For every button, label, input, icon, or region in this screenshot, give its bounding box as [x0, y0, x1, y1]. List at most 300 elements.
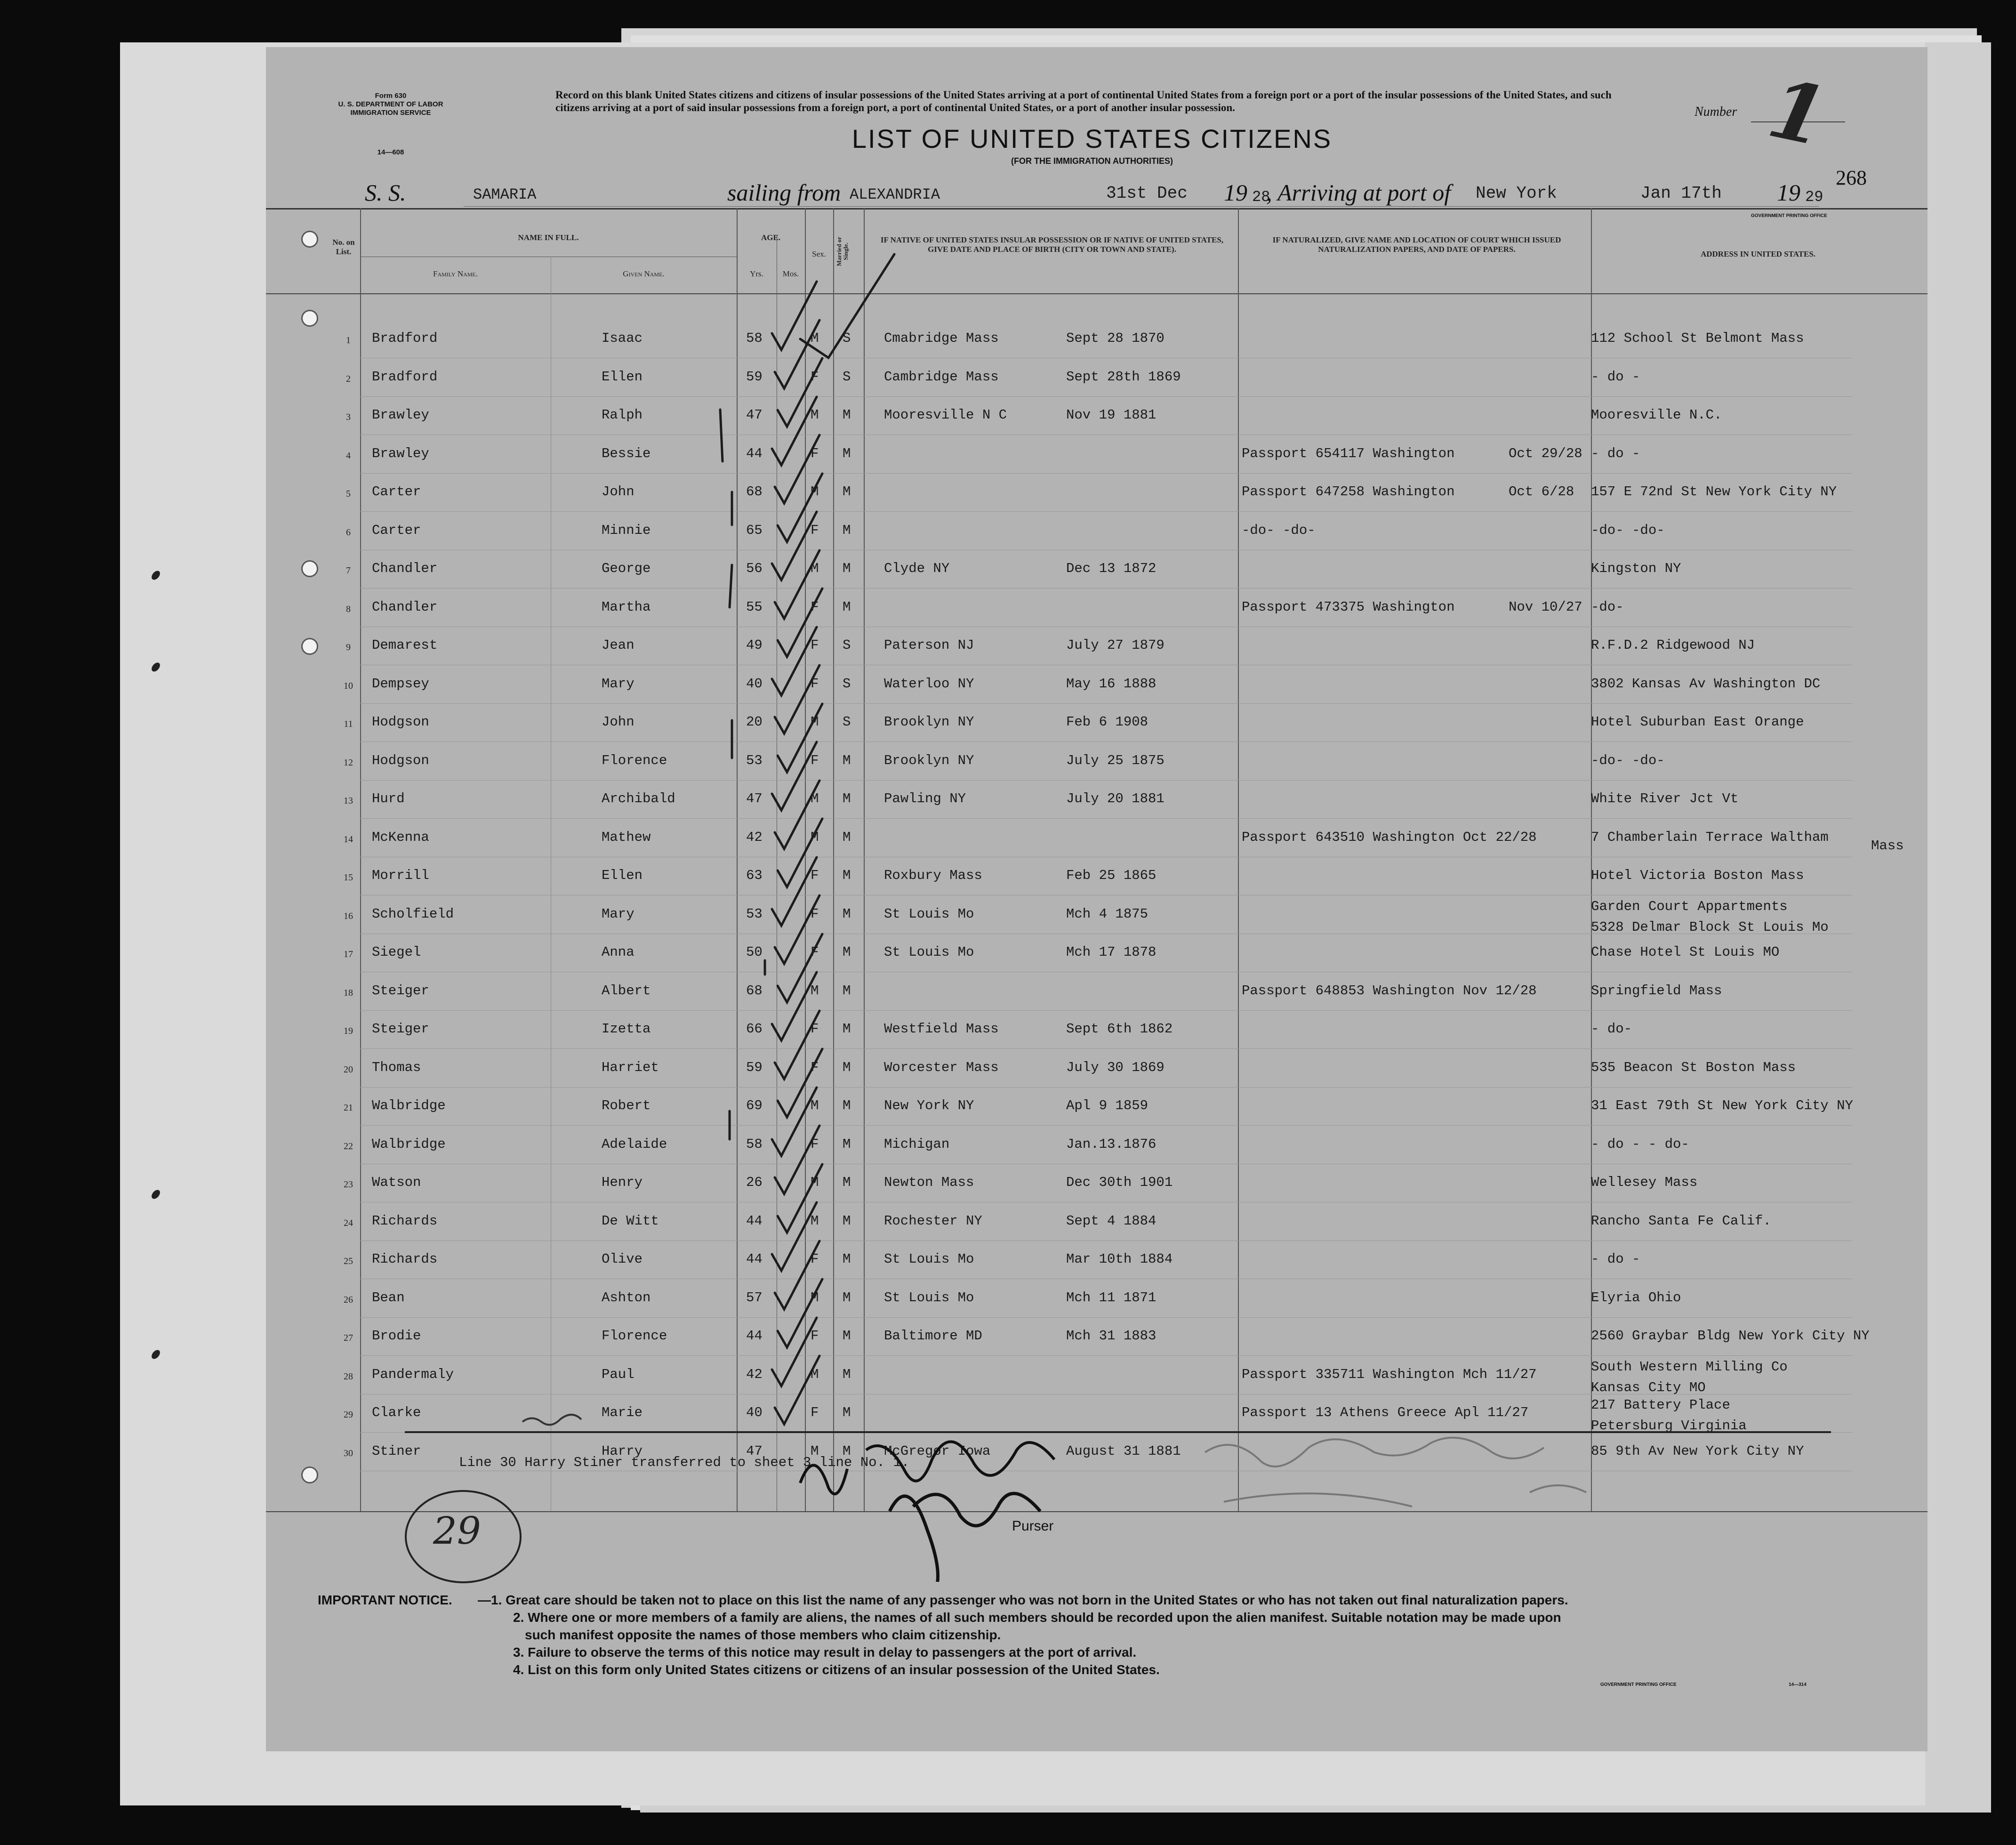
- page-subtitle: (FOR THE IMMIGRATION AUTHORITIES): [1011, 156, 1173, 166]
- tick-mark: [778, 588, 822, 657]
- sex: F: [811, 868, 819, 883]
- row-number: 14: [344, 834, 353, 845]
- birth-place: Baltimore MD: [884, 1328, 982, 1344]
- family-name: Hurd: [372, 791, 405, 806]
- birth-place: Rochester NY: [884, 1213, 982, 1229]
- given-name: Olive: [602, 1251, 643, 1267]
- printing-office-top: GOVERNMENT PRINTING OFFICE: [1751, 213, 1827, 218]
- birth-place: McGregor Iowa: [884, 1443, 991, 1459]
- sex: M: [811, 1290, 819, 1305]
- row-number: 15: [344, 872, 353, 883]
- sex: M: [811, 330, 819, 346]
- birth-date: Mch 17 1878: [1066, 944, 1157, 960]
- family-name: Carter: [372, 523, 421, 538]
- sex: M: [811, 1213, 819, 1229]
- marital-status: S: [843, 676, 851, 692]
- given-name: De Witt: [602, 1213, 659, 1229]
- family-name: Pandermaly: [372, 1367, 454, 1382]
- address: -do- -do-: [1591, 523, 1665, 538]
- birth-place: Waterloo NY: [884, 676, 974, 692]
- col-header-given: Given Name.: [623, 269, 665, 278]
- birth-place: Newton Mass: [884, 1175, 974, 1190]
- address: 217 Battery Place: [1591, 1397, 1730, 1413]
- family-name: Brawley: [372, 446, 429, 461]
- col-header-name: NAME IN FULL.: [518, 233, 579, 242]
- family-name: Clarke: [372, 1405, 421, 1420]
- tick-marks: [772, 254, 894, 1424]
- age-years: 44: [746, 1328, 763, 1344]
- birth-date: July 20 1881: [1066, 791, 1165, 806]
- naturalization-papers: Passport 648853 Washington Nov 12/28: [1242, 983, 1537, 999]
- age-years: 59: [746, 369, 763, 385]
- sex: M: [811, 484, 819, 500]
- family-name: Hodgson: [372, 714, 429, 730]
- age-years: 55: [746, 599, 763, 615]
- marital-status: M: [843, 1060, 851, 1075]
- family-name: Bradford: [372, 369, 438, 385]
- col-header-no: No. on List.: [332, 238, 355, 256]
- marital-status: M: [843, 599, 851, 615]
- birth-date: Sept 6th 1862: [1066, 1021, 1173, 1037]
- family-name: Chandler: [372, 599, 438, 615]
- naturalization-papers: Passport 647258 Washington: [1242, 484, 1455, 500]
- family-name: Bean: [372, 1290, 405, 1305]
- marital-status: S: [843, 330, 851, 346]
- address: - do - - do-: [1591, 1136, 1689, 1152]
- year-prefix: 19: [1224, 179, 1247, 206]
- sex: M: [811, 791, 819, 806]
- row-number: 21: [344, 1103, 353, 1113]
- row-number: 27: [344, 1333, 353, 1343]
- given-name: Florence: [602, 753, 667, 768]
- given-name: Harriet: [602, 1060, 659, 1075]
- marital-status: S: [843, 637, 851, 653]
- address: 535 Beacon St Boston Mass: [1591, 1060, 1796, 1075]
- sailing-from-label: sailing from: [727, 179, 841, 206]
- given-name: Mathew: [602, 830, 651, 845]
- address: Mooresville N.C.: [1591, 407, 1722, 423]
- tick-mark: [778, 474, 822, 542]
- age-years: 49: [746, 637, 763, 653]
- age-years: 66: [746, 1021, 763, 1037]
- transfer-note: Line 30 Harry Stiner transferred to sheet 3 line No. 1.: [459, 1455, 910, 1470]
- row-number: 25: [344, 1256, 353, 1266]
- given-name: Marie: [602, 1405, 643, 1420]
- department: U. S. DEPARTMENT OF LABOR: [338, 100, 443, 108]
- notice-item-2: 2. Where one or more members of a family are aliens, the names of all such members should be recorded upon the alien manifest. Suitable notation may be made upon: [513, 1610, 1561, 1625]
- col-header-naturalized: IF NATURALIZED, GIVE NAME AND LOCATION OF COURT WHICH ISSUED NATURALIZATION PAPERS, AND DATE OF PAPERS.: [1272, 235, 1561, 254]
- tick-mark: [778, 704, 822, 772]
- family-name: Demarest: [372, 637, 438, 653]
- marital-status: M: [843, 944, 851, 960]
- birth-place: Westfield Mass: [884, 1021, 999, 1037]
- marital-status: M: [843, 1367, 851, 1382]
- marital-status: M: [843, 1251, 851, 1267]
- marital-status: M: [843, 523, 851, 538]
- marital-status: M: [843, 791, 851, 806]
- sex: M: [811, 561, 819, 576]
- birth-place: Cmabridge Mass: [884, 330, 999, 346]
- col-header-mos: Mos.: [782, 269, 799, 278]
- row-number: 8: [346, 604, 351, 614]
- age-years: 44: [746, 446, 763, 461]
- row-number: 12: [344, 757, 353, 768]
- sex: F: [811, 1021, 819, 1037]
- marital-status: M: [843, 906, 851, 922]
- row-number: 19: [344, 1026, 353, 1036]
- address: South Western Milling Co: [1591, 1359, 1788, 1375]
- naturalization-papers: -do- -do-: [1242, 523, 1316, 538]
- tick-mark: [778, 1164, 822, 1233]
- family-name: Chandler: [372, 561, 438, 576]
- birth-date: Sept 4 1884: [1066, 1213, 1157, 1229]
- address: Chase Hotel St Louis MO: [1591, 944, 1780, 960]
- tally-marks: [720, 410, 765, 1139]
- age-years: 40: [746, 676, 763, 692]
- form-code: 14—608: [377, 148, 404, 156]
- page-title: LIST OF UNITED STATES CITIZENS: [851, 124, 1333, 153]
- birth-place: St Louis Mo: [884, 1251, 974, 1267]
- tick-mark: [778, 1049, 822, 1117]
- age-years: 42: [746, 1367, 763, 1382]
- birth-place: Paterson NJ: [884, 637, 974, 653]
- family-name: Watson: [372, 1175, 421, 1190]
- marital-status: M: [843, 1290, 851, 1305]
- sex: F: [811, 637, 819, 653]
- birth-date: Mar 10th 1884: [1066, 1251, 1173, 1267]
- notice-item-2-cont: such manifest opposite the names of those members who claim citizenship.: [525, 1627, 1001, 1642]
- arriving-label: , Arriving at port of: [1266, 179, 1451, 206]
- given-name: Ellen: [602, 369, 643, 385]
- naturalization-date: Oct 29/28: [1509, 446, 1582, 461]
- address: 85 9th Av New York City NY: [1591, 1443, 1804, 1459]
- family-name: Dempsey: [372, 676, 429, 692]
- address: 112 School St Belmont Mass: [1591, 330, 1804, 346]
- family-name: Thomas: [372, 1060, 421, 1075]
- marital-status: M: [843, 868, 851, 883]
- address: Garden Court Appartments: [1591, 899, 1788, 914]
- given-name: Henry: [602, 1175, 643, 1190]
- marital-status: M: [843, 1213, 851, 1229]
- tick-mark: [778, 1279, 822, 1347]
- birth-date: Nov 19 1881: [1066, 407, 1157, 423]
- age-years: 58: [746, 330, 763, 346]
- age-years: 47: [746, 407, 763, 423]
- address-line-2: 5328 Delmar Block St Louis Mo: [1591, 919, 1829, 935]
- given-name: George: [602, 561, 651, 576]
- age-years: 26: [746, 1175, 763, 1190]
- row-number: 17: [344, 949, 353, 959]
- birth-place: Worcester Mass: [884, 1060, 999, 1075]
- sex: F: [811, 1251, 819, 1267]
- given-name: Paul: [602, 1367, 635, 1382]
- address: - do-: [1591, 1021, 1632, 1037]
- col-header-age: AGE.: [761, 233, 781, 242]
- age-years: 53: [746, 906, 763, 922]
- departure-date: 31st Dec: [1106, 184, 1188, 203]
- family-name: Stiner: [372, 1443, 421, 1459]
- naturalization-papers: Passport 643510 Washington Oct 22/28: [1242, 830, 1537, 845]
- birth-date: July 27 1879: [1066, 637, 1165, 653]
- family-name: Scholfield: [372, 906, 454, 922]
- port-from: ALEXANDRIA: [850, 186, 940, 203]
- row-number: 5: [346, 489, 351, 499]
- age-years: 65: [746, 523, 763, 538]
- age-years: 20: [746, 714, 763, 730]
- address-line-2: Mass: [1871, 838, 1904, 854]
- row-number: 24: [344, 1218, 353, 1228]
- address: Rancho Santa Fe Calif.: [1591, 1213, 1771, 1229]
- naturalization-date: Nov 10/27: [1509, 599, 1582, 615]
- sex: M: [811, 830, 819, 845]
- address: - do -: [1591, 446, 1640, 461]
- age-years: 59: [746, 1060, 763, 1075]
- sex: F: [811, 599, 819, 615]
- tick-mark: [800, 254, 894, 358]
- given-name: Ellen: [602, 868, 643, 883]
- sex: F: [811, 906, 819, 922]
- row-number: 10: [344, 681, 353, 691]
- sex: M: [811, 1367, 819, 1382]
- row-number: 16: [344, 911, 353, 921]
- address: Wellesey Mass: [1591, 1175, 1698, 1190]
- address: - do -: [1591, 369, 1640, 385]
- sex: F: [811, 446, 819, 461]
- sex: M: [811, 1175, 819, 1190]
- birth-date: July 25 1875: [1066, 753, 1165, 768]
- age-years: 63: [746, 868, 763, 883]
- age-years: 57: [746, 1290, 763, 1305]
- printing-office-bottom: GOVERNMENT PRINTING OFFICE: [1600, 1682, 1677, 1687]
- purser-signature: [791, 1412, 1073, 1582]
- arrival-year: 29: [1805, 188, 1823, 206]
- birth-date: August 31 1881: [1066, 1443, 1181, 1459]
- naturalization-papers: Passport 654117 Washington: [1242, 446, 1455, 461]
- col-header-yrs: Yrs.: [750, 269, 763, 278]
- birth-date: Feb 25 1865: [1066, 868, 1157, 883]
- page-number: 268: [1836, 166, 1867, 189]
- birth-place: St Louis Mo: [884, 1290, 974, 1305]
- naturalization-papers: Passport 473375 Washington: [1242, 599, 1455, 615]
- row-number: 7: [346, 565, 351, 576]
- tick-mark: [778, 358, 822, 427]
- birth-place: Brooklyn NY: [884, 753, 974, 768]
- address: 157 E 72nd St New York City NY: [1591, 484, 1837, 500]
- age-years: 50: [746, 944, 763, 960]
- marital-status: M: [843, 753, 851, 768]
- family-name: Richards: [372, 1213, 438, 1229]
- birth-place: Cambridge Mass: [884, 369, 999, 385]
- marital-status: S: [843, 714, 851, 730]
- row-number: 29: [344, 1410, 353, 1420]
- address: Elyria Ohio: [1591, 1290, 1681, 1305]
- sex: F: [811, 1136, 819, 1152]
- row-number: 3: [346, 412, 351, 422]
- birth-place: Brooklyn NY: [884, 714, 974, 730]
- birth-place: Mooresville N C: [884, 407, 1007, 423]
- age-years: 68: [746, 484, 763, 500]
- family-name: McKenna: [372, 830, 429, 845]
- age-years: 47: [746, 791, 763, 806]
- given-name: Archibald: [602, 791, 675, 806]
- given-name: Adelaide: [602, 1136, 667, 1152]
- row-number: 20: [344, 1064, 353, 1075]
- age-years: 58: [746, 1136, 763, 1152]
- family-name: Brawley: [372, 407, 429, 423]
- birth-date: Apl 9 1859: [1066, 1098, 1149, 1113]
- given-name: Isaac: [602, 330, 643, 346]
- row-number: 13: [344, 796, 353, 806]
- arrival-port: New York: [1476, 184, 1557, 203]
- birth-place: Clyde NY: [884, 561, 950, 576]
- row-number: 6: [346, 527, 351, 538]
- departure-year: 28: [1252, 188, 1270, 206]
- birth-date: May 16 1888: [1066, 676, 1157, 692]
- notice-item-3: 3. Failure to observe the terms of this notice may result in delay to passengers at the port of arrival.: [513, 1645, 1137, 1660]
- marital-status: M: [843, 484, 851, 500]
- given-name: Minnie: [602, 523, 651, 538]
- family-name: Richards: [372, 1251, 438, 1267]
- address: R.F.D.2 Ridgewood NJ: [1591, 637, 1755, 653]
- given-name: John: [602, 714, 635, 730]
- circled-number: 29: [433, 1509, 481, 1553]
- given-name: Bessie: [602, 446, 651, 461]
- marital-status: M: [843, 1405, 851, 1420]
- sex: F: [811, 944, 819, 960]
- family-name: Hodgson: [372, 753, 429, 768]
- marital-status: M: [843, 983, 851, 999]
- address-line-2: Kansas City MO: [1591, 1380, 1706, 1395]
- marital-status: M: [843, 1098, 851, 1113]
- birth-place: Michigan: [884, 1136, 950, 1152]
- age-years: 44: [746, 1213, 763, 1229]
- given-name: Florence: [602, 1328, 667, 1344]
- row-number: 4: [346, 451, 351, 461]
- birth-place: New York NY: [884, 1098, 974, 1113]
- sex: F: [811, 523, 819, 538]
- row-number: 30: [344, 1448, 353, 1458]
- given-name: Martha: [602, 599, 651, 615]
- number-label: Number: [1695, 105, 1737, 119]
- address: 7 Chamberlain Terrace Waltham: [1591, 830, 1829, 845]
- given-name: Mary: [602, 676, 635, 692]
- marital-status: S: [843, 369, 851, 385]
- birth-date: Mch 4 1875: [1066, 906, 1149, 922]
- given-name: John: [602, 484, 635, 500]
- birth-date: Sept 28 1870: [1066, 330, 1165, 346]
- naturalization-papers: Passport 335711 Washington Mch 11/27: [1242, 1367, 1537, 1382]
- given-name: Albert: [602, 983, 651, 999]
- family-name: Steiger: [372, 1021, 429, 1037]
- year-prefix: 19: [1777, 179, 1800, 206]
- sex: M: [811, 983, 819, 999]
- sex: M: [811, 407, 819, 423]
- ss-label: S. S.: [365, 179, 406, 206]
- birth-date: Dec 30th 1901: [1066, 1175, 1173, 1190]
- address: 31 East 79th St New York City NY: [1591, 1098, 1853, 1113]
- sex: F: [811, 1060, 819, 1075]
- row-number: 11: [344, 719, 353, 729]
- tick-mark: [778, 819, 822, 887]
- marital-status: M: [843, 1021, 851, 1037]
- birth-date: Sept 28th 1869: [1066, 369, 1181, 385]
- birth-date: Feb 6 1908: [1066, 714, 1149, 730]
- family-name: Walbridge: [372, 1136, 446, 1152]
- service: IMMIGRATION SERVICE: [350, 109, 431, 117]
- naturalization-date: Oct 6/28: [1509, 484, 1574, 500]
- given-name: Mary: [602, 906, 635, 922]
- family-name: Bradford: [372, 330, 438, 346]
- sex: F: [811, 1405, 819, 1420]
- address: Kingston NY: [1591, 561, 1681, 576]
- age-years: 42: [746, 830, 763, 845]
- given-name: Ashton: [602, 1290, 651, 1305]
- birth-date: Mch 31 1883: [1066, 1328, 1157, 1344]
- marital-status: M: [843, 830, 851, 845]
- col-header-address: ADDRESS IN UNITED STATES.: [1700, 250, 1816, 258]
- family-name: Carter: [372, 484, 421, 500]
- form-instructions: Record on this blank United States citizens and citizens of insular possessions of the United States arriving at a port of continental United States from a foreign port or a port of the insular possessions of the United States, and such citizens arriving at a port of said insular possessions from a foreign port, a port of continental United States, or a port of another insular possession.: [555, 89, 1612, 113]
- marital-status: M: [843, 1175, 851, 1190]
- marital-status: M: [843, 1136, 851, 1152]
- notice-item-4: 4. List on this form only United States citizens or citizens of an insular possession of the United States.: [513, 1662, 1160, 1677]
- birth-date: Dec 13 1872: [1066, 561, 1157, 576]
- notice-item-1: —1. Great care should be taken not to place on this list the name of any passenger who was not born in the United States or who has not taken out final naturalization papers.: [478, 1593, 1568, 1607]
- age-years: 53: [746, 753, 763, 768]
- family-name: Walbridge: [372, 1098, 446, 1113]
- row-number: 23: [344, 1179, 353, 1190]
- given-name: Ralph: [602, 407, 643, 423]
- birth-place: Roxbury Mass: [884, 868, 982, 883]
- age-years: 40: [746, 1405, 763, 1420]
- family-name: Steiger: [372, 983, 429, 999]
- birth-date: Mch 11 1871: [1066, 1290, 1157, 1305]
- given-name: Harry: [602, 1443, 643, 1459]
- row-number: 1: [346, 335, 351, 346]
- bottom-form-code: 14—314: [1789, 1682, 1807, 1687]
- arrival-date: Jan 17th: [1640, 184, 1722, 203]
- col-header-family: Family Name.: [433, 269, 478, 278]
- given-name: Anna: [602, 944, 635, 960]
- family-name: Siegel: [372, 944, 421, 960]
- address: 2560 Graybar Bldg New York City NY: [1591, 1328, 1870, 1344]
- marital-status: M: [843, 561, 851, 576]
- address: 3802 Kansas Av Washington DC: [1591, 676, 1821, 692]
- birth-date: Jan.13.1876: [1066, 1136, 1157, 1152]
- tick-mark: [778, 934, 822, 1002]
- row-number: 18: [344, 988, 353, 998]
- sex: F: [811, 753, 819, 768]
- birth-date: July 30 1869: [1066, 1060, 1165, 1075]
- handwritten-inspector-note: [1205, 1438, 1586, 1507]
- birth-place: Pawling NY: [884, 791, 966, 806]
- marital-status: M: [843, 1328, 851, 1344]
- form-number: Form 630: [375, 92, 407, 100]
- family-name: Morrill: [372, 868, 429, 883]
- address: -do- -do-: [1591, 753, 1665, 768]
- col-header-birth: IF NATIVE OF UNITED STATES INSULAR POSSESSION OR IF NATIVE OF UNITED STATES, GIVE DATE AND PLACE OF BIRTH (CITY OR TOWN AND STATE).: [880, 235, 1224, 254]
- given-name: Izetta: [602, 1021, 651, 1037]
- sex: F: [811, 1328, 819, 1344]
- birth-place: St Louis Mo: [884, 906, 974, 922]
- list-number: 1: [1760, 61, 1835, 165]
- address: Hotel Victoria Boston Mass: [1591, 868, 1804, 883]
- marital-status: M: [843, 446, 851, 461]
- address: Springfield Mass: [1591, 983, 1722, 999]
- address: White River Jct Vt: [1591, 791, 1739, 806]
- purser-label: Purser: [1012, 1518, 1054, 1534]
- handwritten-note: [522, 1415, 581, 1425]
